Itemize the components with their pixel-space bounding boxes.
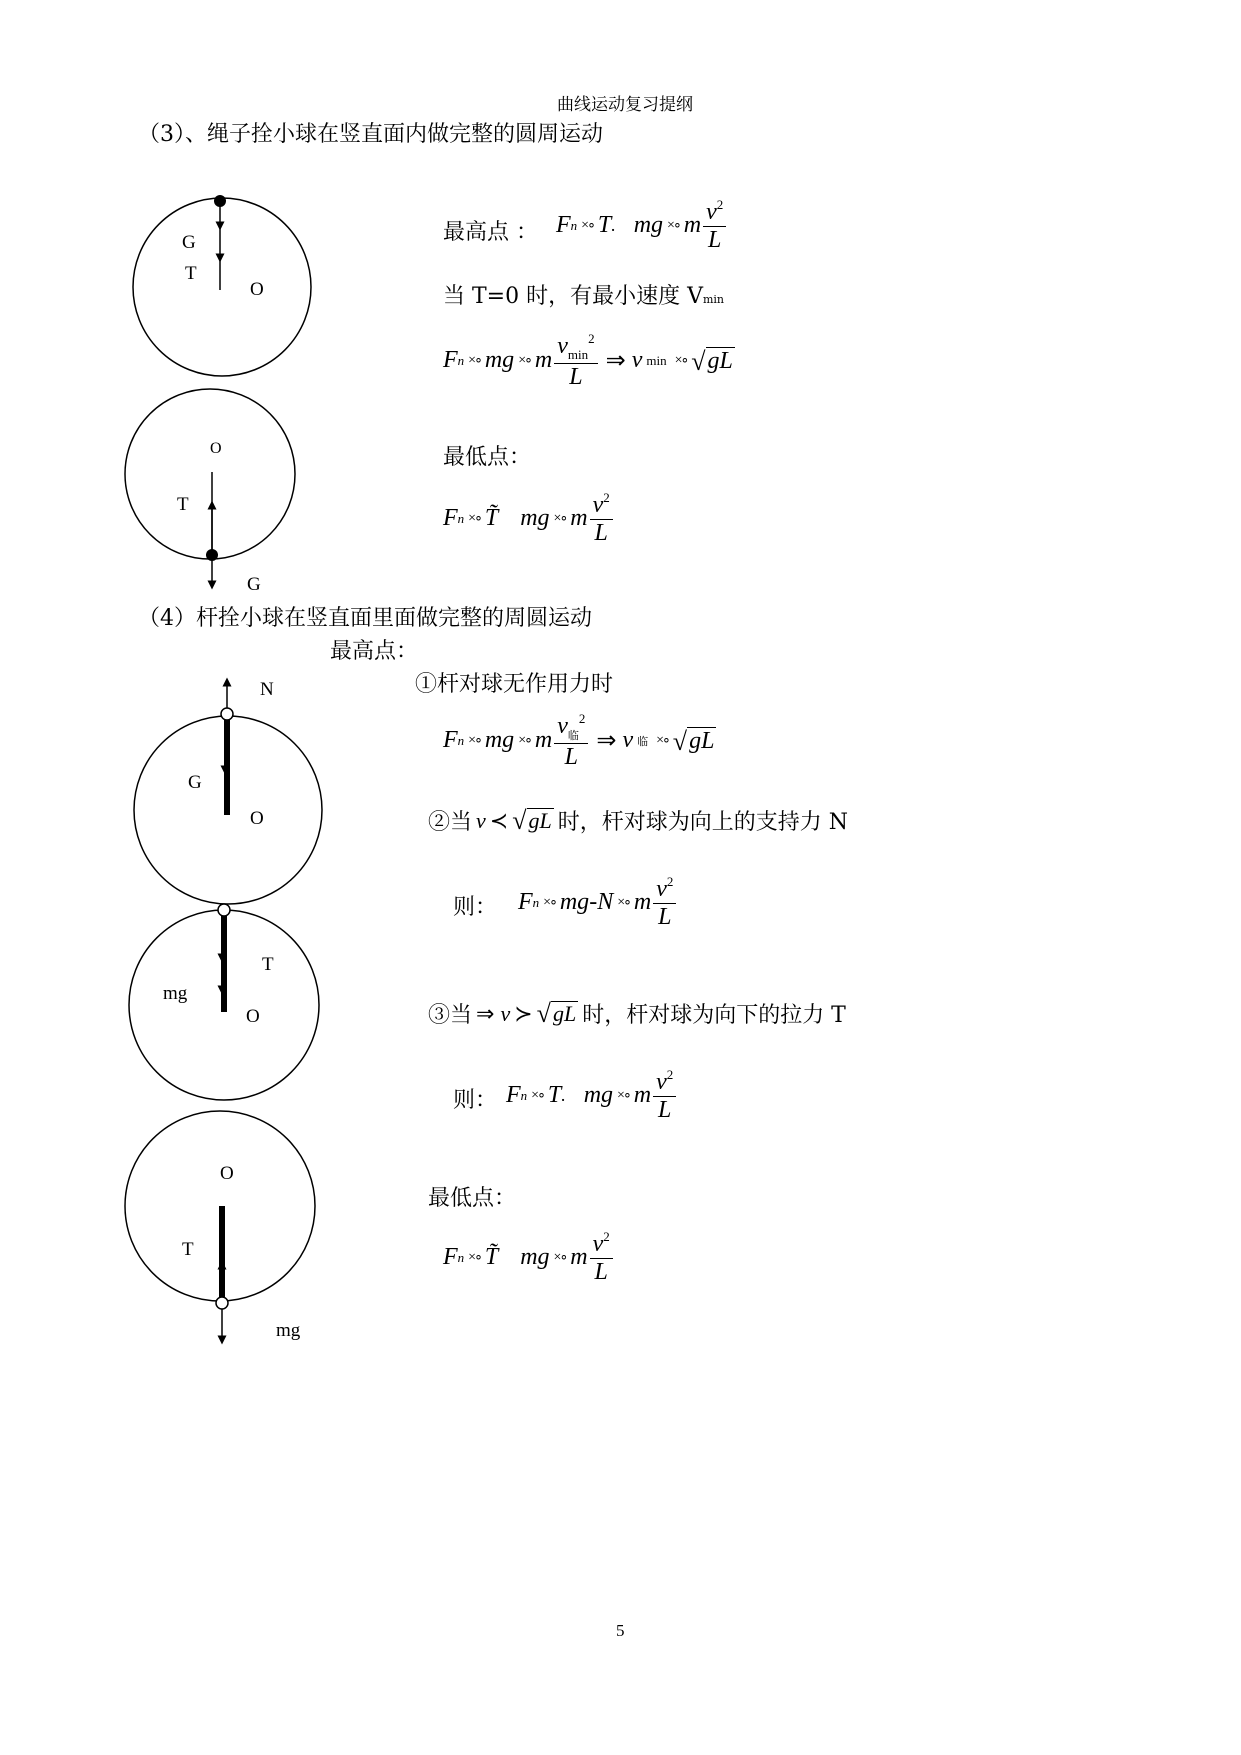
rod-critical-speed-formula: F n ×∘ mg ×∘ m $\frac{v_临^2}{L}$ ⇒ v 临 ×∘ √ gL [443, 711, 715, 770]
rod-support-formula: F n ×∘ mg - N ×∘ m $\frac{v^2}{L}$ [518, 875, 678, 930]
rope-top-t-label: T [185, 263, 197, 284]
rod-diagram-3 [125, 1111, 315, 1340]
rope-bottom-formula: F n ×∘ T̃ mg ×∘ m $\frac{v^2}{L}$ [443, 491, 615, 546]
rod1-o-label: O [250, 808, 264, 829]
rod2-mg-label: mg [163, 983, 188, 1004]
rope-bottom-t-label: T [177, 494, 189, 515]
page-header: 曲线运动复习提纲 [557, 95, 693, 115]
rod2-o-label: O [246, 1006, 260, 1027]
rope-bottom-diagram [125, 389, 295, 585]
rope-bottom-g-label: G [247, 574, 261, 595]
rope-bottom-o-label: O [210, 440, 222, 457]
rod3-mg-label: mg [276, 1320, 301, 1341]
rod-then-1-label: 则： [453, 895, 498, 920]
rod-diagram-1 [134, 682, 322, 904]
rod-case-2: ②当 v ≺ √ gL 时，杆对球为向上的支持力 N [428, 805, 848, 835]
rope-top-o-label: O [250, 279, 264, 300]
rope-min-speed-text: 当 T=0 时，有最小速度 Vmin [443, 284, 725, 309]
rope-min-speed-formula: F n ×∘ mg ×∘ m $\frac{v_{min}^2}{L}$ ⇒ v min ×∘ √ gL [443, 331, 733, 390]
rope-top-formula: F n ×∘ T . mg ×∘ m $\frac{v^2}{L}$ [556, 198, 728, 253]
rod3-t-label: T [182, 1239, 194, 1260]
rod-case-1: ①杆对球无作用力时 [415, 672, 614, 697]
rod-then-2-label: 则： [453, 1088, 498, 1113]
rod1-g-label: G [188, 772, 202, 793]
rod-bottom-point-label: 最低点： [428, 1186, 517, 1211]
rod-top-point-label: 最高点： [330, 639, 419, 664]
rope-bottom-point-label: 最低点： [443, 445, 532, 470]
rope-top-g-label: G [182, 232, 196, 253]
section-4-heading: （4）杆拴小球在竖直面里面做完整的周圆运动 [138, 606, 592, 631]
page-number: 5 [616, 1621, 625, 1640]
rope-top-point-label: 最高点 ： [443, 220, 538, 245]
rope-top-diagram [133, 195, 311, 376]
section-3-heading: （3）、绳子拴小球在竖直面内做完整的圆周运动 [138, 122, 603, 147]
rod3-o-label: O [220, 1163, 234, 1184]
rod-tension-formula: F n ×∘ T . mg ×∘ m $\frac{v^2}{L}$ [506, 1068, 678, 1123]
rod-diagram-2 [129, 904, 319, 1100]
rod-case-3: ③当 ⇒ v ≻ √ gL 时，杆对球为向下的拉力 T [428, 998, 846, 1028]
rod2-t-label: T [262, 954, 274, 975]
rod1-n-label: N [260, 679, 274, 700]
rod-bottom-formula: F n ×∘ T̃ mg ×∘ m $\frac{v^2}{L}$ [443, 1230, 615, 1285]
